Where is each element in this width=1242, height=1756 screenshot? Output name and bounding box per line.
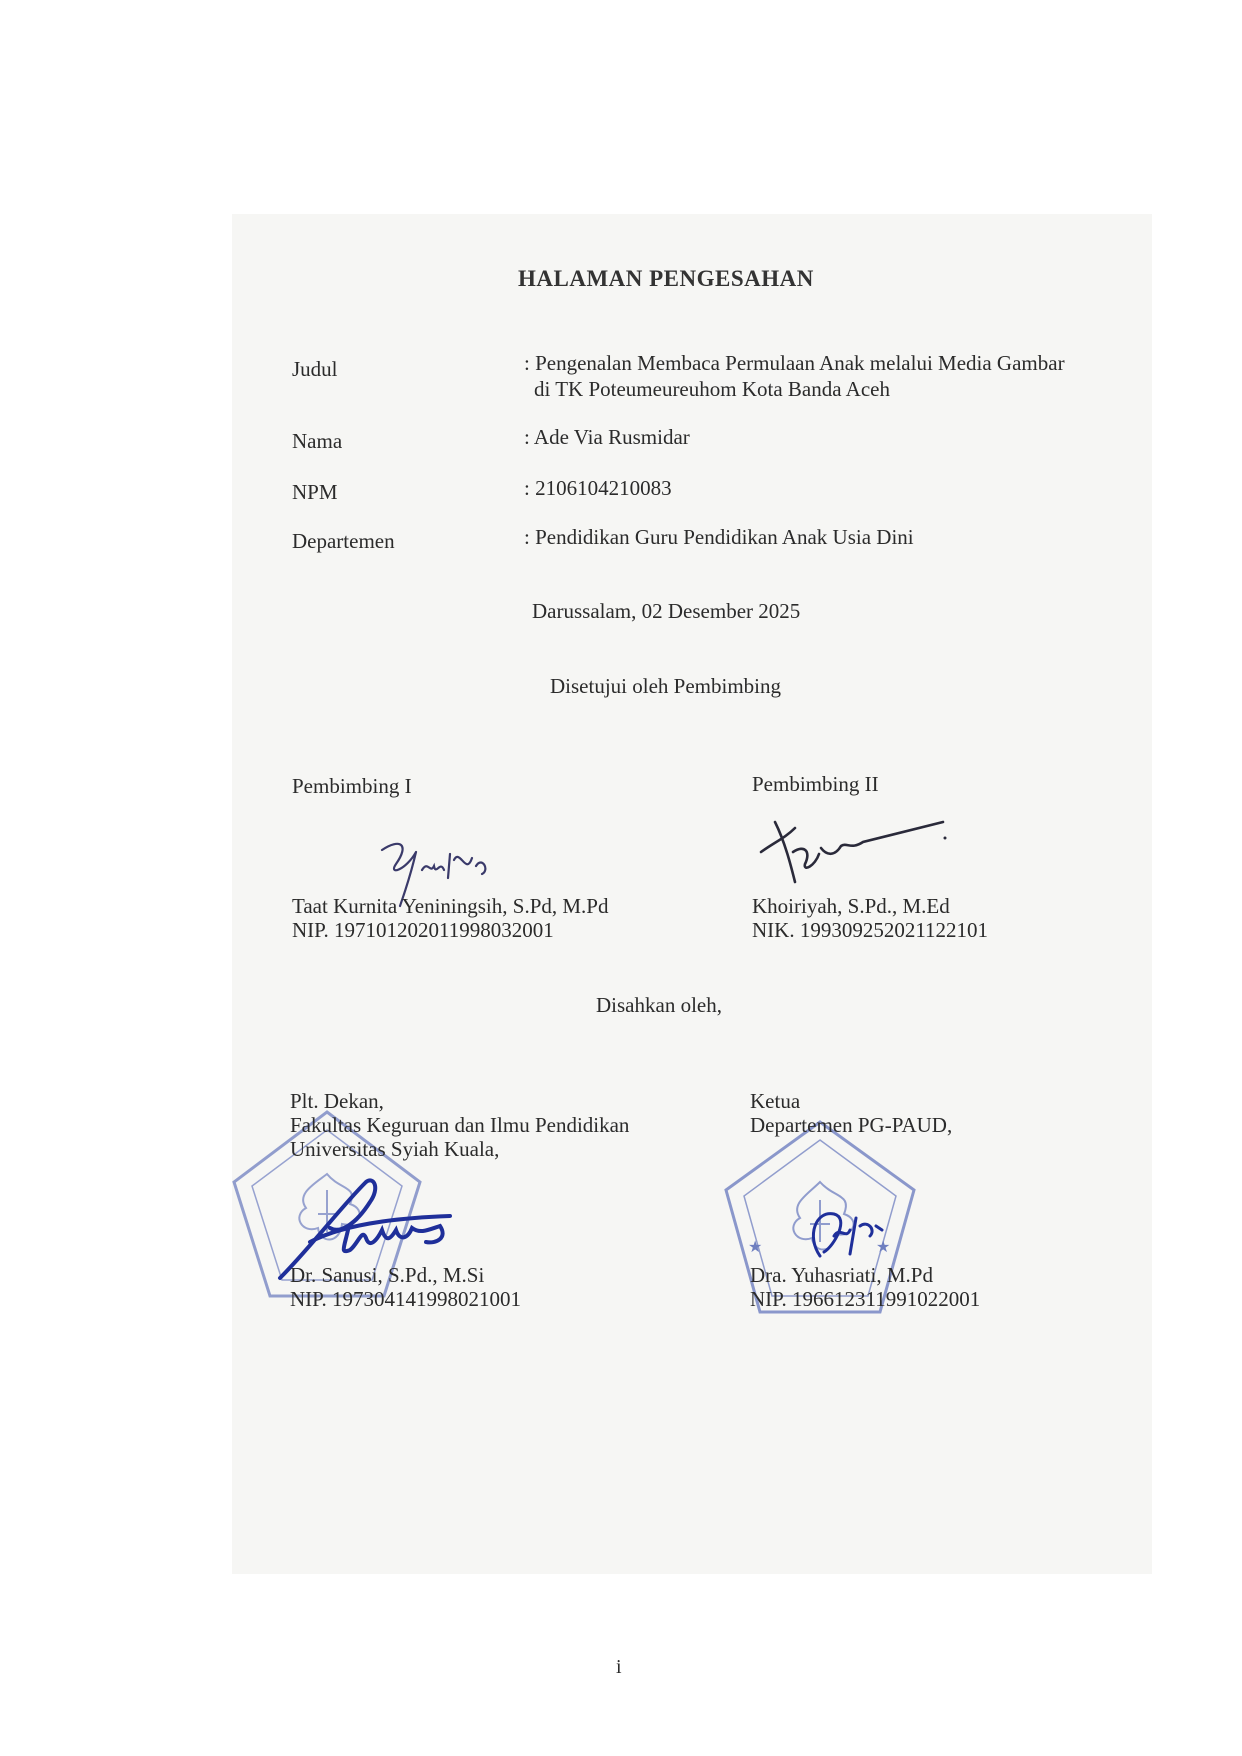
dean-faculty: Fakultas Keguruan dan Ilmu Pendidikan: [290, 1113, 630, 1137]
dean-name: Dr. Sanusi, S.Pd., M.Si: [290, 1263, 485, 1287]
place-date: Darussalam, 02 Desember 2025: [532, 599, 801, 623]
head-name: Dra. Yuhasriati, M.Pd: [750, 1263, 933, 1287]
head-title: Ketua: [750, 1089, 801, 1113]
field-value-npm: : 2106104210083: [524, 476, 672, 500]
advisor1-role: Pembimbing I: [292, 774, 412, 798]
advisor2-signature: [755, 812, 955, 892]
ratified-by: Disahkan oleh,: [596, 993, 722, 1017]
advisor2-role: Pembimbing II: [752, 772, 879, 796]
dean-id: NIP. 197304141998021001: [290, 1287, 522, 1311]
field-label-npm: NPM: [292, 480, 338, 504]
field-value-judul-cont: di TK Poteumeureuhom Kota Banda Aceh: [534, 377, 890, 401]
advisor2-name: Khoiriyah, S.Pd., M.Ed: [752, 894, 950, 918]
svg-text:★: ★: [876, 1237, 891, 1256]
page-title: HALAMAN PENGESAHAN: [518, 266, 814, 291]
field-label-judul: Judul: [292, 357, 338, 381]
advisor2-id: NIK. 199309252021122101: [752, 918, 989, 942]
approved-by: Disetujui oleh Pembimbing: [550, 674, 781, 698]
field-value-departemen: : Pendidikan Guru Pendidikan Anak Usia Dini: [524, 525, 914, 549]
head-id: NIP. 196612311991022001: [750, 1287, 981, 1311]
dean-university: Universitas Syiah Kuala,: [290, 1137, 500, 1161]
advisor1-id: NIP. 197101202011998032001: [292, 918, 554, 942]
field-label-nama: Nama: [292, 429, 343, 453]
field-value-nama: : Ade Via Rusmidar: [524, 425, 690, 449]
advisor1-name: Taat Kurnita Yeniningsih, S.Pd, M.Pd: [292, 894, 609, 918]
field-label-departemen: Departemen: [292, 529, 395, 553]
field-value-judul: : Pengenalan Membaca Permulaan Anak melalui Media Gambar: [524, 351, 1065, 375]
head-department: Departemen PG-PAUD,: [750, 1113, 953, 1137]
dean-title: Plt. Dekan,: [290, 1089, 384, 1113]
page-number: i: [616, 1656, 622, 1678]
svg-text:★: ★: [748, 1237, 763, 1256]
